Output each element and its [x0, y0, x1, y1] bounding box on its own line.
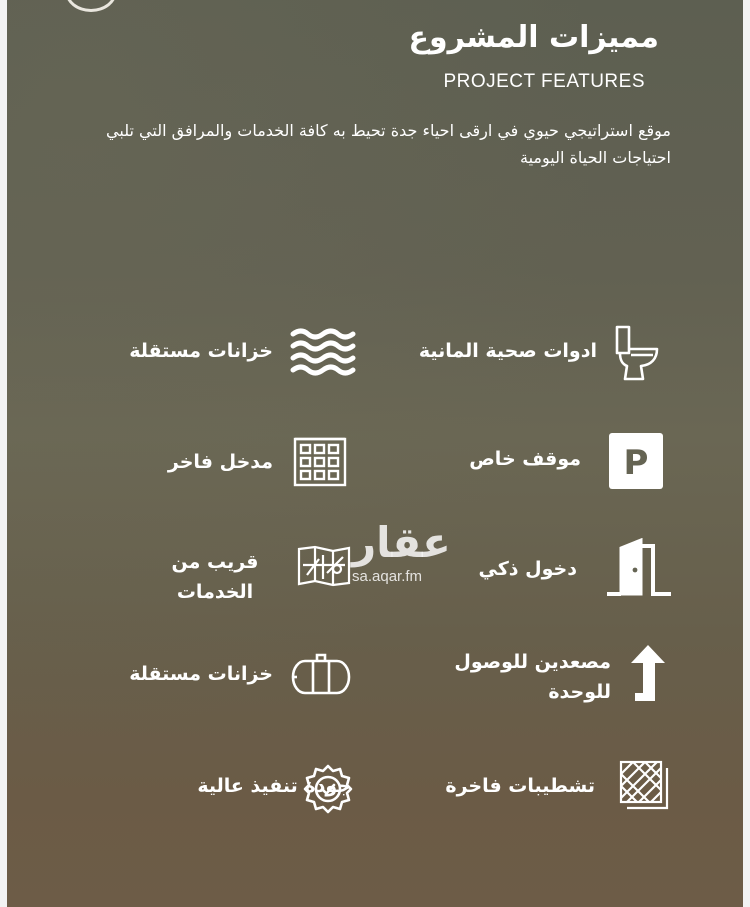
feature-label-smart-entry: دخول ذكي: [478, 558, 577, 580]
feature-label-tanks: خزانات مستقلة: [129, 340, 273, 362]
aqar-watermark: [352, 520, 462, 600]
elevator-arrow-icon: [629, 643, 667, 703]
parking-icon: [609, 433, 663, 489]
watermark-logo-text: عقار: [352, 518, 451, 567]
map-icon: [297, 545, 351, 587]
watermark-url: sa.aqar.fm: [352, 568, 423, 585]
feature-label-finishes: تشطيبات فاخرة: [445, 775, 595, 797]
tank-icon: [291, 653, 351, 697]
page-subtitle: PROJECT FEATURES: [443, 71, 645, 92]
door-icon: [605, 538, 675, 596]
feature-label-sanitary: ادوات صحية المانية: [418, 340, 597, 362]
project-features-poster: [7, 0, 743, 907]
building-icon: [293, 433, 347, 487]
logo-mark: [65, 0, 117, 12]
feature-label-tanks-2: خزانات مستقلة: [129, 663, 273, 685]
feature-label-parking: موقف خاص: [469, 448, 581, 470]
page-title: مميزات المشروع: [408, 20, 659, 55]
tiles-icon: [619, 760, 671, 812]
feature-label-elevators: مصعدين للوصول للوحدة: [454, 651, 611, 703]
water-waves-icon: [290, 328, 356, 376]
feature-label-entrance: مدخل فاخر: [167, 451, 273, 473]
svg-text:P: P: [623, 443, 649, 483]
project-description: موقع استراتيجي حيوي في ارقى احياء جدة تحيط به كافة الخدمات والمرافق التي تلبي احتياجات الحياة اليومية: [106, 121, 671, 167]
feature-label-quality: جودة تنفيذ عالية: [197, 775, 351, 797]
feature-label-near-services-text: قريب من الخدمات: [171, 551, 259, 603]
feature-label-near-services: [167, 547, 263, 607]
toilet-icon: [613, 325, 661, 381]
